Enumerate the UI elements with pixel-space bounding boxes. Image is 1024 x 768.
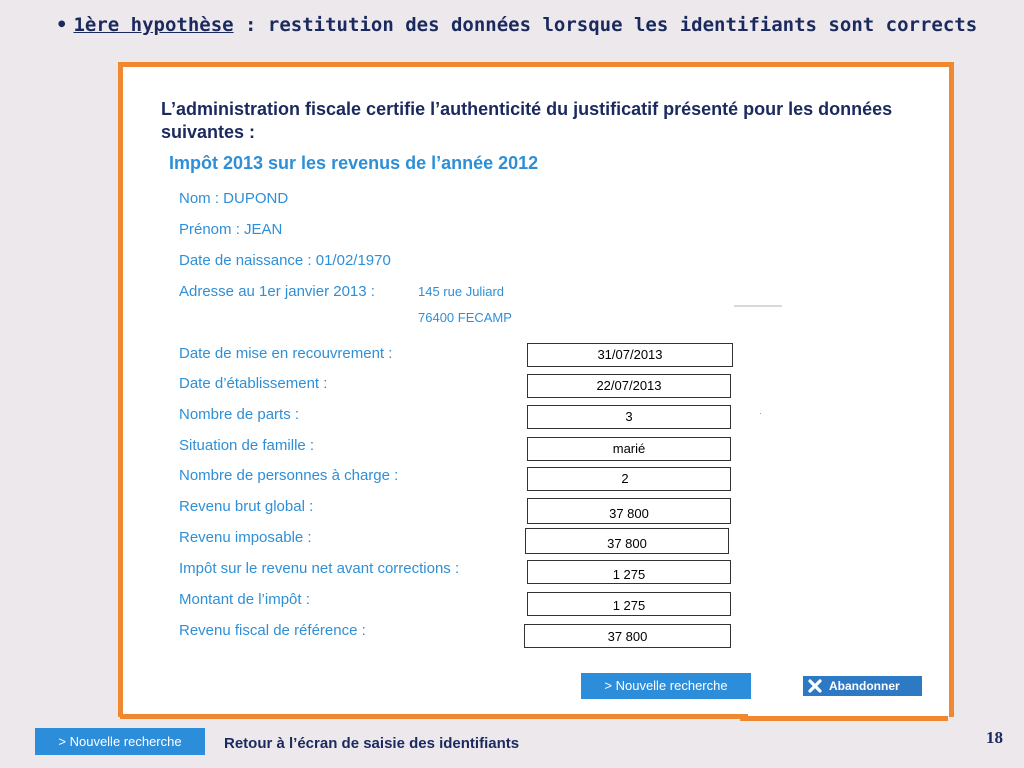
field-value-parts: 3 xyxy=(527,405,731,429)
tax-title: Impôt 2013 sur les revenus de l’année 2012 xyxy=(169,153,539,173)
field-label-rfr: Revenu fiscal de référence : xyxy=(179,622,366,639)
return-note: Retour à l’écran de saisie des identifiants xyxy=(224,735,520,752)
field-label-etablissement: Date d’établissement : xyxy=(179,375,328,392)
abandon-label: Abandonner xyxy=(829,679,900,693)
faint-mark xyxy=(734,305,782,307)
field-label-montant: Montant de l’impôt : xyxy=(179,591,310,608)
field-value-personnes-text: 2 xyxy=(621,471,629,486)
field-value-situation: marié xyxy=(527,437,731,461)
frame-bottom-border xyxy=(120,714,748,719)
address-line-1: 145 rue Juliard xyxy=(418,284,504,299)
field-value-rfr-text: 37 800 xyxy=(607,629,648,644)
field-value-rfr xyxy=(524,624,731,648)
field-value-recouvrement: 31/07/2013 xyxy=(527,343,733,367)
field-value-brut: 37 800 xyxy=(527,498,731,524)
abandon-button[interactable] xyxy=(803,676,922,696)
firstname-line: Prénom : JEAN xyxy=(179,221,283,238)
close-x-icon xyxy=(807,678,823,694)
field-label-situation: Situation de famille : xyxy=(179,437,315,454)
field-label-personnes: Nombre de personnes à charge : xyxy=(179,467,399,484)
field-value-etablissement: 22/07/2013 xyxy=(527,374,731,398)
name-line: Nom : DUPOND xyxy=(179,190,289,207)
field-value-personnes xyxy=(527,467,731,491)
field-value-montant: 1 275 xyxy=(527,592,731,616)
page-number: 18 xyxy=(986,728,1003,747)
address-line-2: 76400 FECAMP xyxy=(418,310,512,325)
certificate-intro: L’administration fiscale certifie l’authenticité du justificatif présenté pour les données suivantes : xyxy=(161,99,893,142)
field-label-parts: Nombre de parts : xyxy=(179,406,300,423)
address-label: Adresse au 1er janvier 2013 : xyxy=(179,283,375,300)
slide-heading xyxy=(56,14,977,36)
birthdate-line: Date de naissance : 01/02/1970 xyxy=(179,252,391,269)
field-label-imposable: Revenu imposable : xyxy=(179,529,312,546)
field-label-recouvrement: Date de mise en recouvrement : xyxy=(179,345,393,362)
field-label-brut: Revenu brut global : xyxy=(179,498,314,515)
speck-mark: · xyxy=(759,409,762,418)
hypothesis-label: 1ère hypothèse xyxy=(73,14,234,36)
field-value-impot-net: 1 275 xyxy=(527,560,731,584)
new-search-button-outer[interactable]: > Nouvelle recherche xyxy=(35,728,205,755)
field-label-impot-net: Impôt sur le revenu net avant corrections : xyxy=(179,560,460,577)
heading-rest: : restitution des données lorsque les identifiants sont corrects xyxy=(233,14,978,36)
frame-bottom-border-right xyxy=(740,716,948,721)
new-search-button[interactable]: > Nouvelle recherche xyxy=(581,673,751,699)
bullet: • xyxy=(56,14,68,36)
field-value-imposable: 37 800 xyxy=(525,528,729,554)
